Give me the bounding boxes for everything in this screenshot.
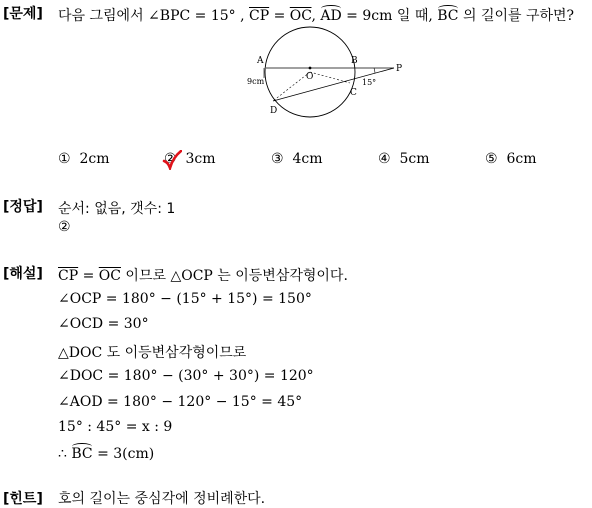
option-4[interactable]: ④ 5cm (378, 151, 430, 167)
label-d: D (270, 106, 278, 116)
label-p: P (396, 64, 403, 74)
line-od (273, 72, 310, 101)
option-3[interactable]: ③ 4cm (271, 151, 323, 167)
check-mark-icon (162, 150, 182, 170)
answer-tag: [정답] (3, 199, 43, 215)
label-c: C (350, 88, 357, 98)
answer-info: 순서: 없음, 갯수: 1 (58, 201, 176, 217)
label-o: O (306, 72, 314, 82)
arc-bc: BC (71, 446, 93, 462)
problem-text: 다음 그림에서 ∠BPC = 15° , $\overline{CP} = \overline{OC}$, AD = 9cm 일 때, BC 의 길이를 구하면? (58, 8, 575, 24)
label-a: A (257, 56, 264, 66)
angle-arc (374, 68, 375, 73)
option-2[interactable]: ② 3cm (164, 151, 216, 167)
option-5[interactable]: ⑤ 6cm (485, 151, 537, 167)
label-angle: 15° (362, 78, 377, 87)
arc-ad: AD (320, 8, 342, 24)
explanation-line-1: $\overline{CP} = \overline{OC}$ 이므로 △OCP 는 이등변삼각형이다. (58, 268, 348, 284)
explanation-line-8: ∴ BC = 3(cm) (58, 446, 155, 462)
explanation-line-2: ∠OCP = 180° − (15° + 15°) = 150° (58, 291, 312, 307)
label-9cm: 9cm (247, 77, 265, 86)
explanation-line-3: ∠OCD = 30° (58, 316, 149, 332)
explanation-line-7: 15° : 45° = x : 9 (58, 419, 173, 435)
explanation-line-6: ∠AOD = 180° − 120° − 15° = 45° (58, 394, 303, 410)
hint-tag: [힌트] (3, 491, 43, 507)
arc-bc: BC (437, 8, 459, 24)
explanation-line-4: △DOC 도 이등변삼각형이므로 (58, 345, 247, 361)
segment-oc: $\overline{OC}$ (289, 8, 312, 24)
explanation-tag: [해설] (3, 266, 43, 282)
geometry-figure (240, 22, 410, 124)
option-1[interactable]: ① 2cm (58, 151, 110, 167)
label-b: B (351, 56, 358, 66)
hint-text: 호의 길이는 중심각에 정비례한다. (58, 491, 266, 507)
problem-tag: [문제] (3, 6, 43, 22)
segment-cp: $\overline{CP}$ (249, 8, 270, 24)
explanation-line-5: ∠DOC = 180° − (30° + 30°) = 120° (58, 368, 314, 384)
answer-value: ② (58, 219, 71, 235)
point-o (309, 67, 312, 70)
